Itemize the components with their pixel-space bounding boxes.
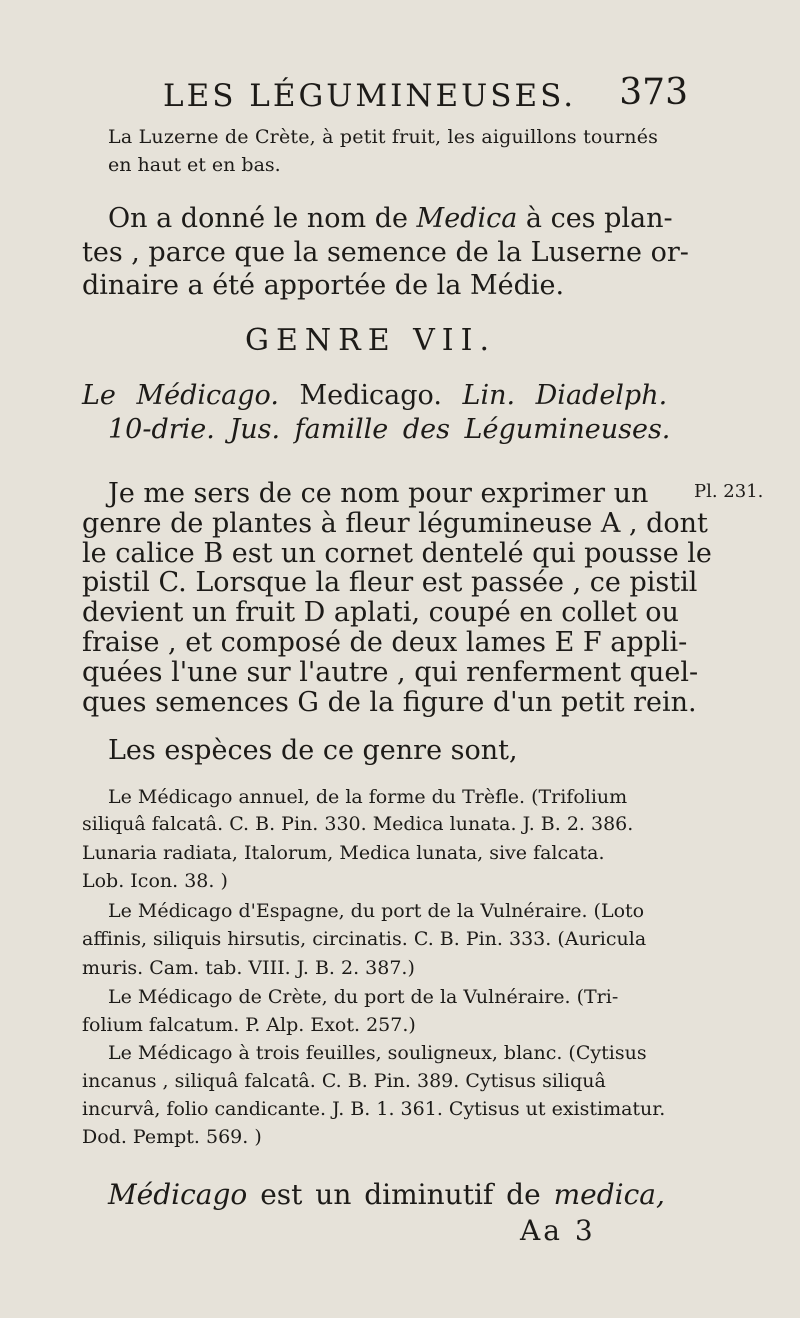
page-header (163, 72, 688, 122)
species-line: Le Médicago annuel, de la forme du Trèfle. (Trifolium (108, 786, 628, 808)
description-line: fraise , et composé de deux lames E F appli- (82, 627, 688, 658)
medica-line: tes , parce que la semence de la Luserne or- (82, 237, 689, 268)
species-line: incanus , siliquâ falcatâ. C. B. Pin. 389. Cytisus siliquâ (82, 1070, 606, 1092)
genus-name: Medicago. (299, 380, 442, 411)
running-title: LES LÉGUMINEUSES. (163, 78, 577, 114)
genus-name-italic: Le Médicago. (82, 380, 279, 411)
intro-line: La Luzerne de Crète, à petit fruit, les aiguillons tournés (108, 126, 659, 148)
medicago-italic: Médicago (108, 1178, 248, 1211)
species-line: affinis, siliquis hirsutis, circinatis. C. B. Pin. 333. (Auricula (82, 928, 647, 950)
description-line: Je me sers de ce nom pour exprimer un (108, 478, 649, 509)
species-line: Dod. Pempt. 569. ) (82, 1126, 262, 1148)
species-line: muris. Cam. tab. VIII. J. B. 2. 387.) (82, 957, 415, 979)
description-line: genre de plantes à fleur légumineuse A , dont (82, 508, 708, 539)
description-line: quées l'une sur l'autre , qui renferment quel- (82, 657, 699, 688)
medica-italic: Medica (416, 203, 518, 234)
final-line (108, 1178, 665, 1211)
description-line: pistil C. Lorsque la fleur est passée , ce pistil (82, 567, 698, 598)
species-line: Le Médicago de Crète, du port de la Vulnéraire. (Tri- (108, 986, 619, 1008)
genus-line (82, 380, 667, 411)
genus-line: 10-drie. Jus. famille des Légumineuses. (108, 414, 671, 445)
medica-line (108, 203, 673, 234)
species-line: siliquâ falcatâ. C. B. Pin. 330. Medica lunata. J. B. 2. 386. (82, 813, 634, 835)
species-line: folium falcatum. P. Alp. Exot. 257.) (82, 1014, 416, 1036)
species-heading: Les espèces de ce genre sont, (108, 735, 518, 766)
final-line-middle: est un diminutif de (260, 1178, 541, 1211)
authority-lin: Lin. (462, 380, 516, 411)
text-segment: On a donné le nom de (108, 203, 417, 234)
description-line: devient un fruit D aplati, coupé en collet ou (82, 597, 679, 628)
signature-mark: Aa 3 (520, 1214, 596, 1247)
medica-italic: medica, (553, 1178, 665, 1211)
species-line: Lob. Icon. 38. ) (82, 870, 228, 892)
species-line: Le Médicago d'Espagne, du port de la Vulnéraire. (Loto (108, 900, 645, 922)
page-number: 373 (619, 72, 688, 113)
species-line: Lunaria radiata, Italorum, Medica lunata, sive falcata. (82, 842, 605, 864)
species-line: incurvâ, folio candicante. J. B. 1. 361. Cytisus ut existimatur. (82, 1098, 666, 1120)
medica-line: dinaire a été apportée de la Médie. (82, 270, 565, 301)
plate-reference: Pl. 231. (694, 481, 764, 502)
intro-line: en haut et en bas. (108, 154, 281, 176)
species-line: Le Médicago à trois feuilles, souligneux, blanc. (Cytisus (108, 1042, 647, 1064)
description-line: le calice B est un cornet dentelé qui pousse le (82, 538, 712, 569)
text-segment: à ces plan- (517, 203, 673, 234)
class-diadelph: Diadelph. (535, 380, 668, 411)
genre-heading: GENRE VII. (245, 323, 497, 358)
description-line: ques semences G de la figure d'un petit rein. (82, 687, 697, 718)
